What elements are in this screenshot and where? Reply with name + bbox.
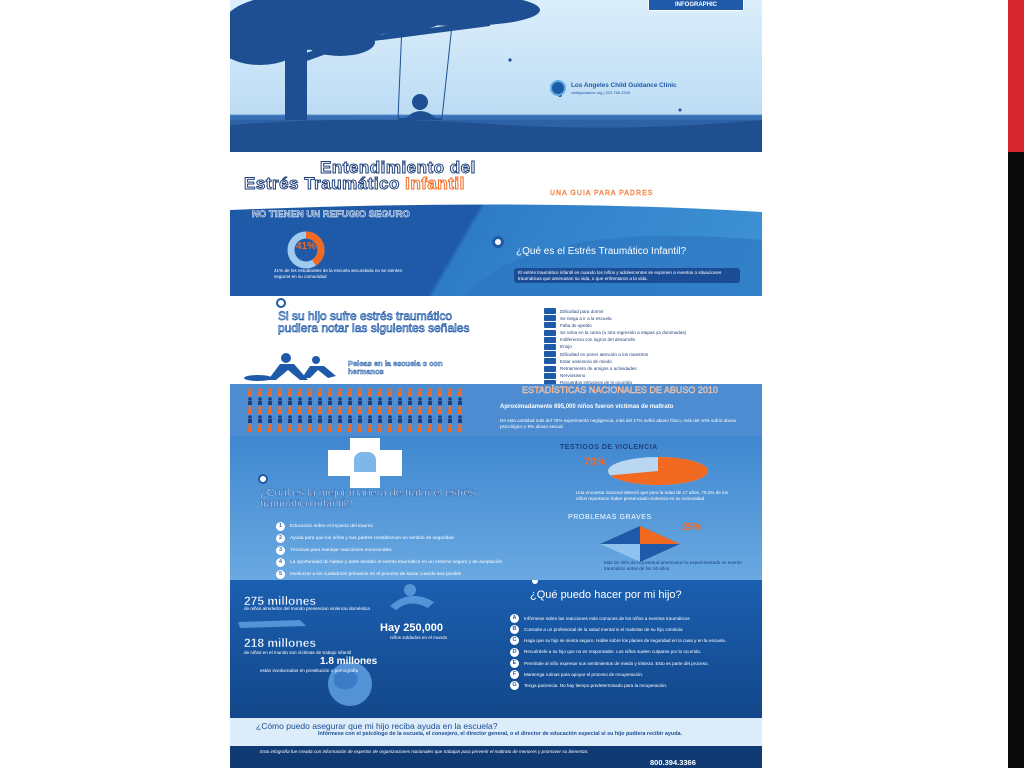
section-abuse-stats [230,384,762,436]
side-accent-red [1008,0,1024,152]
abuse-desc: De esta cantidad más del 78% experimentó negligencia, más del 17% sufrió abuso físico, más del 10% sufrió abuso psicológico y 9% abuso sexual. [500,418,737,429]
abuse-heading: ESTADÍSTICAS NACIONALES DE ABUSO 2010 [522,385,718,395]
abuse-sub: Aproximadamente 695,000 niños fueron víctimas de maltrato [500,404,674,410]
sign-text: Nerviosismo [560,373,586,379]
sign-item [544,366,754,372]
witness-desc: Una encuesta nacional detectó que para la edad de 17 años, 70.2% de los niños reportaron haber presenciado violencia en su comunidad [576,490,728,501]
percent-41: 41% [296,241,317,252]
safe-refuge-heading: NO TIENEN UN REFUGIO SEGURO [252,209,410,220]
signs-heading: Si su hijo sufre estrés traumático pudiera notar las siguientes señales [278,309,470,335]
sign-item [544,351,754,357]
stat4-number: 1.8 millones [320,656,378,667]
sign-text: Dificultad para dormir [560,308,604,314]
stat1-text: de niños alrededor del mundo presencian violencia doméstica [244,606,370,611]
treatment-text: Ayuda para que los niños y sus padres restablezcan un sentido de seguridad [290,535,454,541]
sign-text: Recuerdos intrusivos de lo ocurrido [560,380,633,384]
title-line-1: Entendimiento del [320,158,476,177]
section-signs [230,296,762,384]
clinic-name: Los Angeles Child Guidance Clinic [571,82,677,89]
refuge-description: 41% de los estudiantes de la escuela secundaria no se sienten seguros en su comunidad [274,268,403,279]
section-school-help [230,718,762,768]
sign-icon [544,358,556,364]
treatment-item [276,522,536,531]
treatment-pin-icon [258,474,268,484]
help-text: Consulte a un profesional de la salud mental si el malestar de su hijo continúa [524,627,683,633]
witness-percent: 70% [584,456,607,468]
hero-banner [230,0,762,152]
problems-heading: PROBLEMAS GRAVES [568,514,652,521]
footer-note: Esta infografía fue creada con información de expertos de organizaciones nacionales que trabajan para prevenir el maltrato de menores y promover su bienestar. [260,749,589,754]
infographic-badge [648,0,744,11]
family-icon [354,452,376,472]
sign-icon [544,351,556,357]
stat3-text: de niños en el mundo son víctimas de trabajo infantil [244,650,351,655]
title-main: Estrés Traumático [244,174,400,193]
what-is-question: ¿Qué es el Estrés Traumático Infantil? [516,246,687,257]
section-treatment [230,436,762,580]
help-text: Mantenga rutinas para apoyar el proceso de recuperación. [524,671,644,677]
sign-icon [544,373,556,379]
witness-pie [606,454,716,488]
sign-icon [544,366,556,372]
problems-desc: Más de 25% de la juventud americana ha experimentado un evento traumático antes de los 16 años [604,560,742,571]
help-letter: B [510,625,519,634]
treatment-item [276,558,536,567]
tree-illustration [230,0,762,152]
sign-text: Estar ansioso/a de miedo [560,358,612,364]
stat3-number: 218 millones [244,636,317,650]
treatment-text: Técnicas para manejar reacciones emocionales [290,547,392,553]
treatment-number: 4 [276,558,285,567]
clinic-logo-icon [550,80,566,96]
sign-item [544,330,754,336]
school-question: ¿Cómo puedo asegurar que mi hijo reciba ayuda en la escuela? [256,721,498,731]
help-list [510,614,750,692]
treatment-number: 3 [276,546,285,555]
children-fighting-icon [238,352,348,382]
fights-text: Peleas en la escuela o con hermanos [348,359,443,376]
sign-text: Enojo [560,344,572,350]
help-text: Haga que su hijo se sienta seguro. Hable sobre los planes de seguridad en la casa y en la escuela. [524,638,726,644]
sign-text: Indiferencia con logros del desarrollo [560,337,636,343]
stat2-text: niños soldados en el mundo [390,635,448,640]
help-text: Tenga paciencia. No hay tiempo predeterminado para la recuperación. [524,683,668,689]
signs-items [544,308,754,384]
sign-icon [544,322,556,328]
sign-icon [544,337,556,343]
help-letter: A [510,614,519,623]
title-subtitle: UNA GUIA PARA PADRES [550,190,654,197]
side-accent-black [1008,152,1024,768]
footer-phone: 800.394.3366 [650,758,696,767]
treatment-question: ¿Cuál es la mejor manera de tratar el estrés traumático infantil? [260,487,476,510]
help-item [510,681,750,690]
signs-list [544,308,754,384]
help-text: Infórmese sobre las reacciones más comunes de los niños a eventos traumáticos [524,615,690,621]
title-accent: Infantil [405,174,465,193]
help-item [510,625,750,634]
section-safe-refuge [230,200,762,296]
treatment-item [276,570,536,579]
treatment-item [276,546,536,555]
help-item [510,659,750,668]
sign-item [544,308,754,314]
sign-item [544,373,754,379]
help-pin-icon [530,580,540,586]
clinic-contact: childguidance.org | 323 766 2345 [571,90,631,95]
help-item [510,636,750,645]
people-grid-icon [230,384,470,436]
sign-item [544,315,754,321]
treatment-list [276,522,536,580]
help-item [510,670,750,679]
treatment-text: La oportunidad de hablar y darle sentido al evento traumático en un entorno seguro y de aceptación [290,559,503,565]
stat4-text: están involucrados en prostitución o pornografía [260,668,359,673]
treatment-text: Educación sobre el impacto del trauma [290,523,373,529]
help-text: Permítale al niño expresar sus sentimientos de miedo y tristeza. Esto es parte del proceso. [524,660,709,666]
treatment-text: Involucrar a los cuidadores primarios en el proceso de sanar cuando sea posible [290,571,462,577]
what-is-answer: El estrés traumático infantil es cuando los niños y adolescentes se exponen a eventos o situaciones traumáticas que amenazan su vida, o que enfrentaron a la vida. [514,268,740,283]
help-item [510,614,750,623]
sign-text: Falta de apetito [560,322,592,328]
sign-item [544,344,754,350]
help-question: ¿Qué puedo hacer por mi hijo? [530,589,682,601]
sign-icon [544,330,556,336]
school-answer: Infórmese con el psicólogo de la escuela, el consejero, el director general, o el director de educación especial si su hijo pudiera recibir ayuda. [318,731,682,737]
question-pin-icon [492,236,504,248]
infographic [230,0,762,768]
sign-text: Retraimiento de amigos o actividades [560,366,637,371]
stat1-number: 275 millones [244,594,317,608]
help-letter: C [510,636,519,645]
stat2-number: Hay 250,000 [380,622,443,634]
treatment-item [276,534,536,543]
sign-item [544,322,754,328]
sign-item [544,358,754,364]
help-text: Recuérdele a su hijo que no es responsable. Los niños suelen culparse por lo ocurrido. [524,649,702,655]
treatment-number: 1 [276,522,285,531]
treatment-number: 2 [276,534,285,543]
badge-text: INFOGRAPHIC [675,2,717,8]
signs-pin-icon [276,298,286,308]
treatment-number: 5 [276,570,285,579]
witness-heading: TESTIGOS DE VIOLENCIA [560,444,658,451]
sign-text: Se niega a ir a la escuela [560,315,612,321]
help-letter: F [510,670,519,679]
sign-icon [544,315,556,321]
sign-icon [544,344,556,350]
help-letter: D [510,648,519,657]
help-item [510,648,750,657]
help-letter: E [510,659,519,668]
section-what-can-i-do [230,580,762,718]
title-band [230,152,762,200]
sign-text: Se orina en la cama (u otra regresión a etapas ya dominadas) [560,330,687,336]
sign-icon [544,308,556,314]
sign-item [544,337,754,343]
sign-text: Dificultad en poner atención a los maestros [560,351,649,357]
problems-percent: 25% [682,522,703,533]
help-letter: G [510,681,519,690]
title-line-2 [244,174,465,194]
